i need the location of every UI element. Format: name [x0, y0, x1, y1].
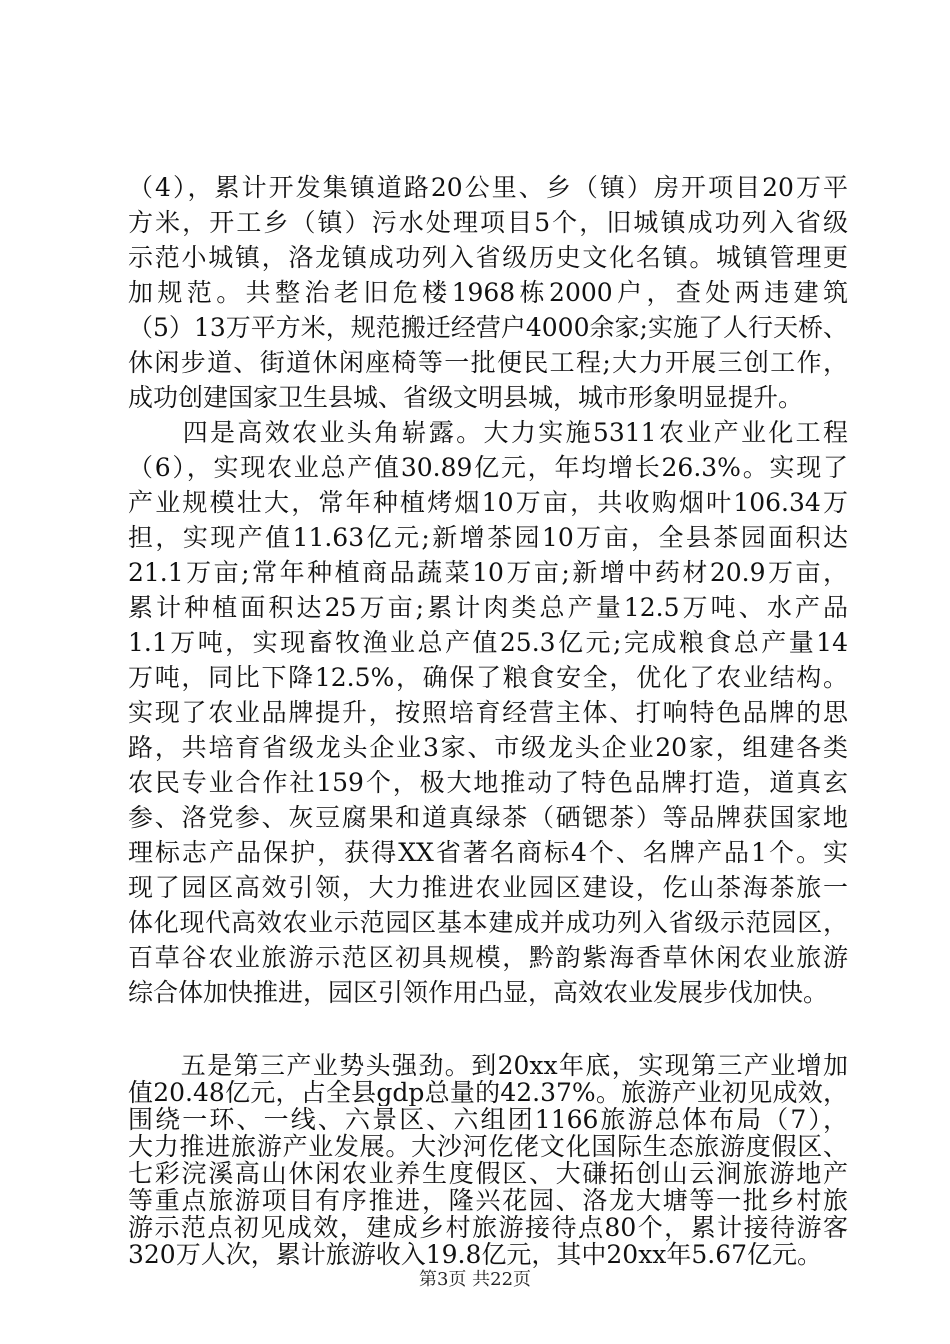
text-line: 七彩浣溪高山休闲农业养生度假区、大磏拓创山云涧旅游地产 [128, 1160, 848, 1187]
text-line: 大力推进旅游产业发展。大沙河仡佬文化国际生态旅游度假区、 [128, 1133, 848, 1160]
page-footer: 第3页 共22页 [418, 1269, 532, 1290]
text-line: （6），实现农业总产值30.89亿元，年均增长26.3%。实现了 [128, 453, 848, 482]
text-line: 320万人次，累计旅游收入19.8亿元，其中20xx年5.67亿元。 [128, 1241, 823, 1268]
text-line: 累计种植面积达25万亩;累计肉类总产量12.5万吨、水产品 [128, 593, 848, 622]
text-line: 现了园区高效引领，大力推进农业园区建设，仡山茶海茶旅一 [128, 873, 848, 902]
text-line: 围绕一环、一线、六景区、六组团1166旅游总体布局（7）， [128, 1106, 848, 1133]
text-line: 参、洛党参、灰豆腐果和道真绿茶（硒锶茶）等品牌获国家地 [128, 803, 848, 832]
text-line: 四是高效农业头角崭露。大力实施5311农业产业化工程 [128, 418, 848, 447]
text-line: 农民专业合作社159个，极大地推动了特色品牌打造，道真玄 [128, 768, 848, 797]
text-line: 休闲步道、街道休闲座椅等一批便民工程;大力开展三创工作， [128, 348, 848, 377]
text-line: 实现了农业品牌提升，按照培育经营主体、打响特色品牌的思 [128, 698, 848, 727]
text-line: 理标志产品保护，获得XX省著名商标4个、名牌产品1个。实 [128, 838, 848, 867]
text-line: 综合体加快推进，园区引领作用凸显，高效农业发展步伐加快。 [128, 978, 829, 1007]
text-line: 五是第三产业势头强劲。到20xx年底，实现第三产业增加 [128, 1052, 848, 1079]
text-line: 21.1万亩;常年种植商品蔬菜10万亩;新增中药材20.9万亩， [128, 558, 848, 587]
text-line: 示范小城镇，洛龙镇成功列入省级历史文化名镇。城镇管理更 [128, 243, 848, 272]
text-line: 产业规模壮大，常年种植烤烟10万亩，共收购烟叶106.34万 [128, 488, 848, 517]
text-line: （4），累计开发集镇道路20公里、乡（镇）房开项目20万平 [128, 173, 848, 202]
text-line: 1.1万吨，实现畜牧渔业总产值25.3亿元;完成粮食总产量14 [128, 628, 848, 657]
text-line: 体化现代高效农业示范园区基本建成并成功列入省级示范园区， [128, 908, 848, 937]
text-line: 游示范点初见成效，建成乡村旅游接待点80个，累计接待游客 [128, 1214, 848, 1241]
text-line: （5）13万平方米，规范搬迁经营户4000余家;实施了人行天桥、 [128, 313, 848, 342]
text-line: 路，共培育省级龙头企业3家、市级龙头企业20家，组建各类 [128, 733, 848, 762]
text-line: 等重点旅游项目有序推进，隆兴花园、洛龙大塘等一批乡村旅 [128, 1187, 848, 1214]
text-line: 成功创建国家卫生县城、省级文明县城，城市形象明显提升。 [128, 383, 804, 412]
text-line: 方米，开工乡（镇）污水处理项目5个，旧城镇成功列入省级 [128, 208, 848, 237]
text-line: 值20.48亿元，占全县gdp总量的42.37%。旅游产业初见成效， [128, 1079, 848, 1106]
text-line: 担，实现产值11.63亿元;新增茶园10万亩，全县茶园面积达 [128, 523, 848, 552]
text-line: 万吨，同比下降12.5%，确保了粮食安全，优化了农业结构。 [128, 663, 848, 692]
text-line: 百草谷农业旅游示范区初具规模，黔韵紫海香草休闲农业旅游 [128, 943, 848, 972]
text-line: 加规范。共整治老旧危楼1968栋2000户，查处两违建筑 [128, 278, 848, 307]
